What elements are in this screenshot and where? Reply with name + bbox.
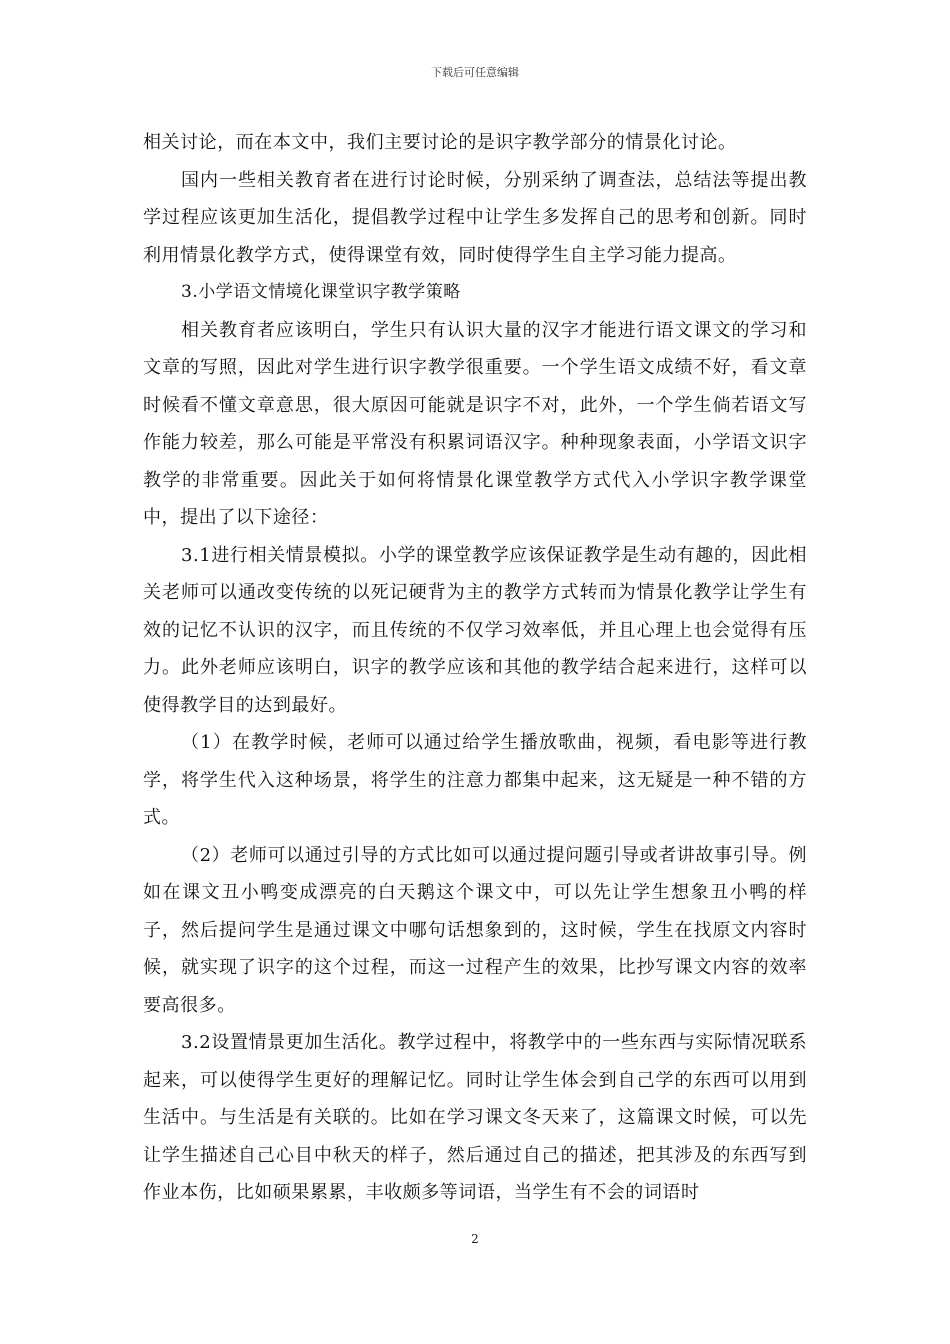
document-body [143, 124, 807, 1212]
page-number: 2 [471, 1232, 479, 1246]
paragraph-section-3-2: 3.2设置情景更加生活化。教学过程中，将教学中的一些东西与实际情况联系起来，可以使得学生更好的理解记忆。同时让学生体会到自己学的东西可以用到生活中。与生活是有关联的。比如在学习课文冬天来了，这篇课文时候，可以先让学生描述自己心目中秋天的样子，然后通过自己的描述，把其涉及的东西写到作业本伤，比如硕果累累，丰收颇多等词语，当学生有不会的词语时 [143, 1032, 807, 1203]
paragraph-section-3-1: 3.1进行相关情景模拟。小学的课堂教学应该保证教学是生动有趣的，因此相关老师可以通改变传统的以死记硬背为主的教学方式转而为情景化教学让学生有效的记忆不认识的汉字，而且传统的不仅学习效率低，并且心理上也会觉得有压力。此外老师应该明白，识字的教学应该和其他的教学结合起来进行，这样可以使得教学目的达到最好。 [143, 544, 807, 716]
paragraph-research-overview: 国内一些相关教育者在进行讨论时候，分别采纳了调查法，总结法等提出教学过程应该更加生活化，提倡教学过程中让学生多发挥自己的思考和创新。同时利用情景化教学方式，使得课堂有效，同时使得学生自主学习能力提高。 [143, 169, 807, 266]
paragraph-continuation: 相关讨论，而在本文中，我们主要讨论的是识字教学部分的情景化讨论。 [143, 132, 737, 153]
paragraph-item-1: （1）在教学时候，老师可以通过给学生播放歌曲，视频，看电影等进行教学，将学生代入这种场景，将学生的注意力都集中起来，这无疑是一种不错的方式。 [143, 732, 807, 828]
page-header: 下载后可任意编辑 [431, 66, 519, 79]
paragraph-item-2: （2）老师可以通过引导的方式比如可以通过提问题引导或者讲故事引导。例如在课文丑小鸭变成漂亮的白天鹅这个课文中，可以先让学生想象丑小鸭的样子，然后提问学生是通过课文中哪句话想象到的，这时候，学生在找原文内容时候，就实现了识字的这个过程，而这一过程产生的效果，比抄写课文内容的效率要高很多。 [143, 844, 807, 1016]
paragraph-literacy-importance: 相关教育者应该明白，学生只有认识大量的汉字才能进行语文课文的学习和文章的写照，因此对学生进行识字教学很重要。一个学生语文成绩不好，看文章时候看不懂文章意思，很大原因可能就是识字不对，此外，一个学生倘若语文写作能力较差，那么可能是平常没有积累词语汉字。种种现象表面，小学语文识字教学的非常重要。因此关于如何将情景化课堂教学方式代入小学识字教学课堂中，提出了以下途径： [143, 319, 807, 528]
section-heading-3: 3.小学语文情境化课堂识字教学策略 [181, 282, 461, 302]
